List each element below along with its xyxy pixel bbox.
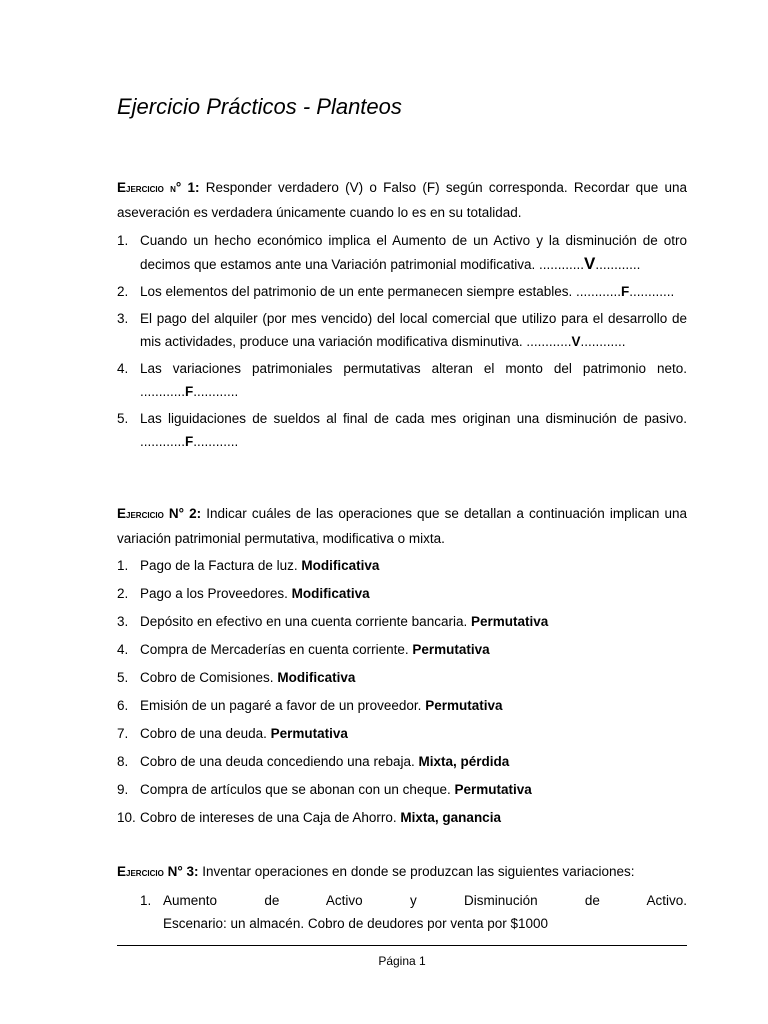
list-item bbox=[117, 357, 687, 403]
exercise-3-list bbox=[117, 889, 687, 935]
list-item bbox=[117, 664, 687, 692]
exercise-1-intro: Ejercicio n° 1: Responder verdadero (V) o Falso (F) según corresponda. Recordar que una aseveración es verdadera únicamente cuando lo es en su totalidad. bbox=[117, 180, 687, 220]
item-text: Cobro de una deuda concediendo una rebaja. bbox=[140, 754, 419, 769]
item-answer: F bbox=[185, 384, 194, 399]
item-number: 1. bbox=[140, 893, 152, 908]
item-text: Cuando un hecho económico implica el Aumento de un Activo y la disminución de otro decimos que estamos ante una Variación patrimonial modificativa. ............ bbox=[140, 233, 687, 272]
item-number: 4. bbox=[117, 361, 129, 376]
item-answer: Modificativa bbox=[291, 586, 370, 601]
item-dots: ............ bbox=[580, 334, 626, 349]
list-item bbox=[117, 552, 687, 580]
list-item bbox=[117, 804, 687, 832]
list-item bbox=[117, 280, 687, 303]
item-text: Cobro de intereses de una Caja de Ahorro. bbox=[140, 810, 401, 825]
item-text: Compra de Mercaderías en cuenta corriente. bbox=[140, 642, 413, 657]
item-number: 4. bbox=[117, 642, 129, 657]
document-title: Ejercicio Prácticos - Planteos bbox=[117, 94, 402, 119]
item-number: 2. bbox=[117, 586, 129, 601]
item-text: Compra de artículos que se abonan con un cheque. bbox=[140, 782, 455, 797]
item-number: 1. bbox=[117, 558, 129, 573]
exercise-1-list bbox=[117, 229, 687, 453]
item-answer: Permutativa bbox=[425, 698, 503, 713]
list-item bbox=[117, 407, 687, 453]
list-item bbox=[117, 776, 687, 804]
exercise-3-label: Ejercicio N° 3: bbox=[117, 864, 199, 879]
item-answer: Mixta, pérdida bbox=[418, 754, 510, 769]
exercise-1-label: Ejercicio n° 1: bbox=[117, 180, 200, 195]
item-answer: Permutativa bbox=[270, 726, 348, 741]
exercise-1 bbox=[117, 176, 687, 453]
item-number: 8. bbox=[117, 754, 129, 769]
item-number: 10. bbox=[117, 810, 136, 825]
item-dots: ............ bbox=[193, 434, 239, 449]
exercise-2-label: Ejercicio N° 2: bbox=[117, 506, 202, 521]
list-item bbox=[140, 889, 687, 935]
item-answer: V bbox=[571, 334, 581, 349]
item-text: El pago del alquiler (por mes vencido) del local comercial que utilizo para el desarrollo de mis actividades, produce una variación modificativa disminutiva. ............ bbox=[140, 311, 687, 349]
item-dots: ............ bbox=[629, 284, 675, 299]
exercise-3-intro: Ejercicio N° 3: Inventar operaciones en donde se produzcan las siguientes variaciones: bbox=[117, 864, 635, 879]
item-number: 6. bbox=[117, 698, 129, 713]
list-item bbox=[117, 580, 687, 608]
item-number: 9. bbox=[117, 782, 129, 797]
item-answer: F bbox=[185, 434, 194, 449]
footer-divider bbox=[117, 945, 687, 946]
item-number: 3. bbox=[117, 311, 129, 326]
item-text: Pago de la Factura de luz. bbox=[140, 558, 302, 573]
list-item bbox=[117, 307, 687, 353]
item-answer: V bbox=[583, 254, 596, 273]
item-text: Cobro de una deuda. bbox=[140, 726, 271, 741]
list-item bbox=[117, 720, 687, 748]
item-number: 5. bbox=[117, 670, 129, 685]
item-text: Los elementos del patrimonio de un ente permanecen siempre estables. ............ bbox=[140, 284, 622, 299]
item-line-1: Aumento de Activo y Disminución de Activo. bbox=[163, 893, 687, 908]
item-text: Las variaciones patrimoniales permutativas alteran el monto del patrimonio neto. ............ bbox=[140, 361, 687, 399]
item-answer: F bbox=[621, 284, 630, 299]
list-item bbox=[117, 692, 687, 720]
item-number: 2. bbox=[117, 284, 129, 299]
item-dots: ............ bbox=[193, 384, 239, 399]
item-answer: Permutativa bbox=[454, 782, 532, 797]
list-item bbox=[117, 636, 687, 664]
item-answer: Permutativa bbox=[470, 614, 549, 629]
list-item bbox=[117, 748, 687, 776]
item-number: 5. bbox=[117, 411, 129, 426]
item-text: Depósito en efectivo en una cuenta corriente bancaria. bbox=[140, 614, 471, 629]
item-answer: Permutativa bbox=[412, 642, 490, 657]
item-line-2: Escenario: un almacén. Cobro de deudores por venta por $1000 bbox=[163, 916, 549, 931]
page-number: Página 1 bbox=[378, 954, 426, 968]
exercise-2-intro: Ejercicio N° 2: Indicar cuáles de las operaciones que se detallan a continuación implican una variación patrimonial permutativa, modificativa o mixta. bbox=[117, 506, 687, 546]
item-number: 1. bbox=[117, 233, 129, 248]
item-number: 7. bbox=[117, 726, 129, 741]
exercise-2 bbox=[117, 502, 687, 832]
item-answer: Modificativa bbox=[277, 670, 356, 685]
item-number: 3. bbox=[117, 614, 129, 629]
item-text: Las liguidaciones de sueldos al final de cada mes originan una disminución de pasivo. ............ bbox=[140, 411, 687, 449]
item-answer: Mixta, ganancia bbox=[400, 810, 501, 825]
exercise-2-list bbox=[117, 552, 687, 832]
exercise-3 bbox=[117, 860, 687, 935]
item-text: Emisión de un pagaré a favor de un proveedor. bbox=[140, 698, 426, 713]
item-text: Pago a los Proveedores. bbox=[140, 586, 292, 601]
item-answer: Modificativa bbox=[301, 558, 380, 573]
list-item bbox=[117, 229, 687, 276]
item-dots: ............ bbox=[595, 257, 641, 272]
item-text: Cobro de Comisiones. bbox=[140, 670, 278, 685]
list-item bbox=[117, 608, 687, 636]
